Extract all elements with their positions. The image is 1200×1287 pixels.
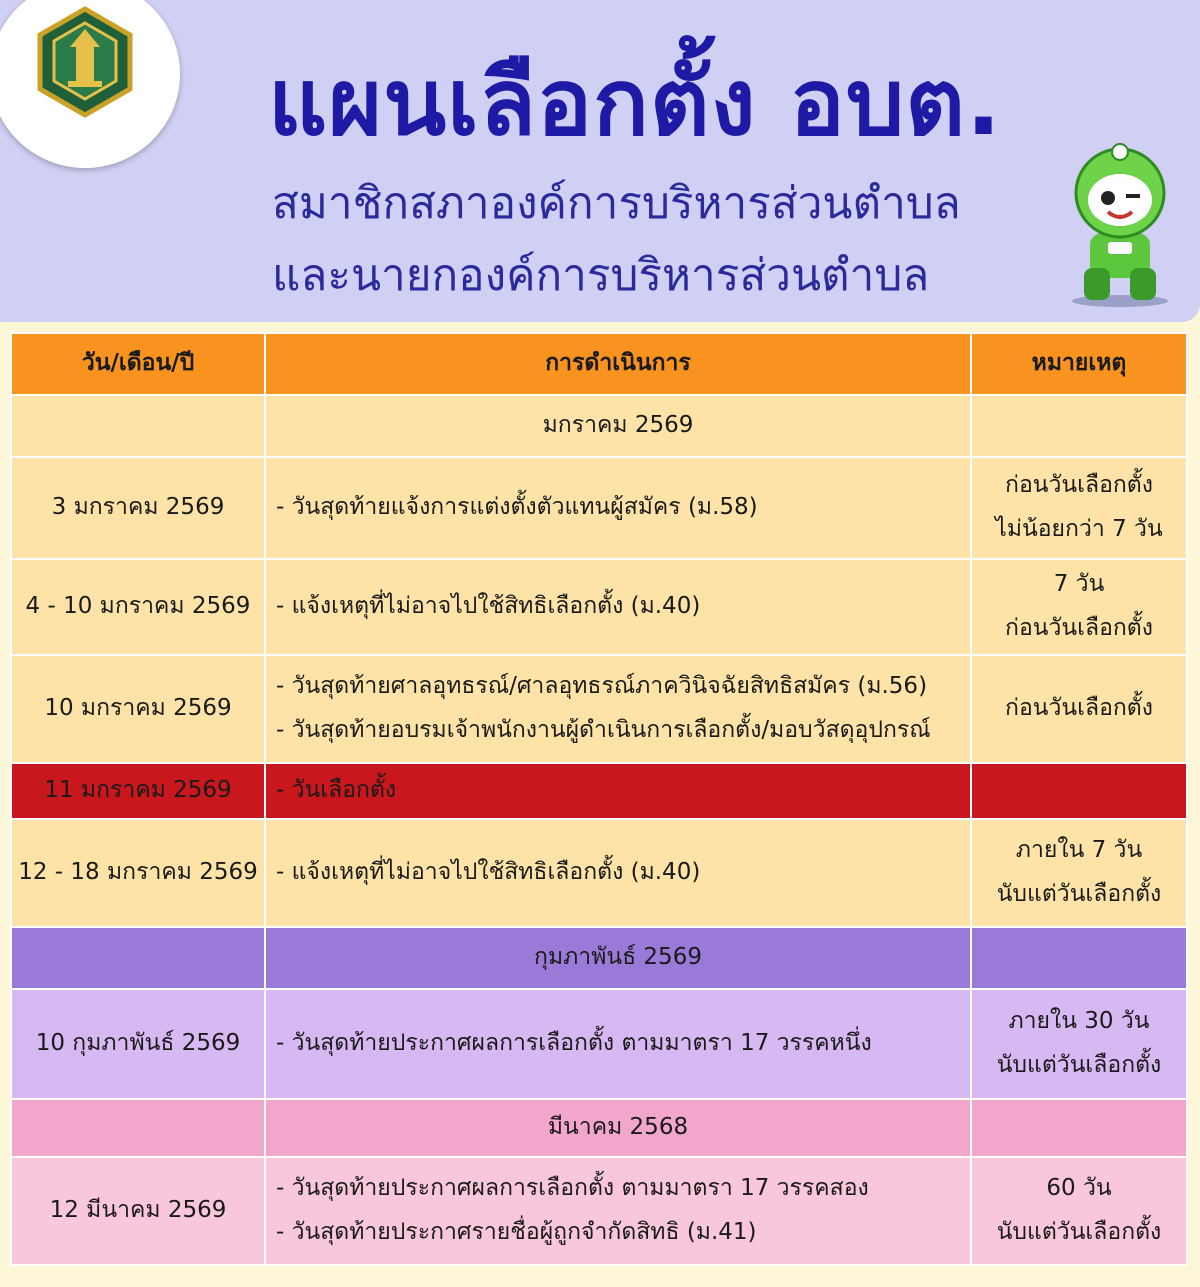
election-schedule-table bbox=[10, 332, 1188, 1266]
month-label: มกราคม 2569 bbox=[265, 395, 971, 457]
note-text: ภายใน 30 วัน bbox=[1008, 1008, 1150, 1035]
note-text: 60 วัน bbox=[1046, 1175, 1112, 1202]
action-text: - วันสุดท้ายประกาศผลการเลือกตั้ง ตามมาตรา 17 วรรคสอง bbox=[276, 1175, 869, 1202]
date-cell: 11 มกราคม 2569 bbox=[11, 763, 265, 819]
note-text: นับแต่วันเลือกตั้ง bbox=[996, 1052, 1162, 1078]
action-text: - วันสุดท้ายประกาศผลการเลือกตั้ง ตามมาตรา 17 วรรคหนึ่ง bbox=[276, 1030, 872, 1057]
subtitle-line-2: และนายกองค์การบริหารส่วนตำบล bbox=[272, 250, 930, 301]
election-day-row bbox=[11, 763, 1187, 819]
note-text: นับแต่วันเลือกตั้ง bbox=[996, 881, 1162, 907]
date-cell: 3 มกราคม 2569 bbox=[11, 457, 265, 559]
table-row bbox=[11, 655, 1187, 763]
action-text: - วันสุดท้ายอบรมเจ้าพนักงานผู้ดำเนินการเลือกตั้ง/มอบวัสดุอุปกรณ์ bbox=[276, 717, 931, 743]
table-row bbox=[11, 559, 1187, 655]
note-text: นับแต่วันเลือกตั้ง bbox=[996, 1219, 1162, 1245]
mascot-robot-icon bbox=[1060, 138, 1180, 308]
date-cell: 12 มีนาคม 2569 bbox=[11, 1157, 265, 1265]
date-cell: 12 - 18 มกราคม 2569 bbox=[11, 819, 265, 927]
month-label: กุมภาพันธ์ 2569 bbox=[265, 927, 971, 989]
month-row-jan bbox=[11, 395, 1187, 457]
action-text: - วันสุดท้ายประกาศรายชื่อผู้ถูกจำกัดสิทธิ (ม.41) bbox=[276, 1219, 757, 1245]
col-action-header: การดำเนินการ bbox=[265, 333, 971, 395]
date-cell: 10 กุมภาพันธ์ 2569 bbox=[11, 989, 265, 1099]
page-title: แผนเลือกตั้ง อบต. bbox=[268, 49, 1002, 156]
action-text: - แจ้งเหตุที่ไม่อาจไปใช้สิทธิเลือกตั้ง (ม.40) bbox=[276, 859, 701, 886]
note-text: ภายใน 7 วัน bbox=[1015, 837, 1143, 864]
header-banner bbox=[0, 0, 1200, 322]
date-cell: 10 มกราคม 2569 bbox=[11, 655, 265, 763]
note-text: ก่อนวันเลือกตั้ง bbox=[1005, 615, 1153, 641]
emblem-icon bbox=[30, 5, 140, 125]
table-row bbox=[11, 989, 1187, 1099]
table-header-row bbox=[11, 333, 1187, 395]
note-text: ก่อนวันเลือกตั้ง bbox=[1005, 472, 1153, 499]
table-row bbox=[11, 819, 1187, 927]
month-row-mar bbox=[11, 1099, 1187, 1157]
date-cell: 4 - 10 มกราคม 2569 bbox=[11, 559, 265, 655]
col-note-header: หมายเหตุ bbox=[971, 333, 1187, 395]
note-text: ไม่น้อยกว่า 7 วัน bbox=[995, 516, 1163, 542]
note-text: ก่อนวันเลือกตั้ง bbox=[1005, 695, 1153, 722]
month-row-feb bbox=[11, 927, 1187, 989]
action-text: - วันสุดท้ายศาลอุทธรณ์/ศาลอุทธรณ์ภาควินิจฉัยสิทธิสมัคร (ม.56) bbox=[276, 673, 928, 700]
action-text: - วันสุดท้ายแจ้งการแต่งตั้งตัวแทนผู้สมัคร (ม.58) bbox=[276, 494, 758, 521]
table-row bbox=[11, 1157, 1187, 1265]
table-row bbox=[11, 457, 1187, 559]
col-date-header: วัน/เดือน/ปี bbox=[11, 333, 265, 395]
note-text: 7 วัน bbox=[1053, 571, 1105, 598]
action-text: - วันเลือกตั้ง bbox=[276, 777, 397, 804]
action-text: - แจ้งเหตุที่ไม่อาจไปใช้สิทธิเลือกตั้ง (ม.40) bbox=[276, 593, 701, 620]
subtitle-line-1: สมาชิกสภาองค์การบริหารส่วนตำบล bbox=[272, 178, 961, 229]
ect-logo bbox=[0, 0, 180, 168]
month-label: มีนาคม 2568 bbox=[265, 1099, 971, 1157]
